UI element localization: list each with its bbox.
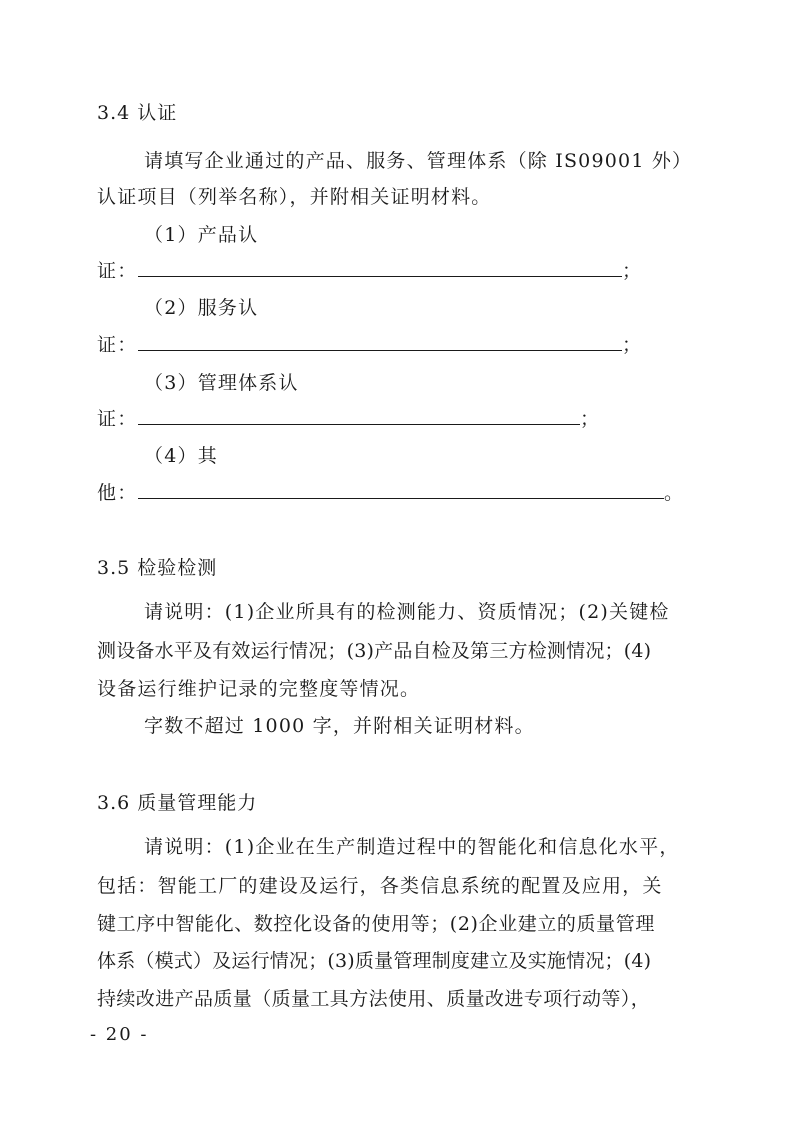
section-heading-3-4: 3.4 认证	[97, 102, 178, 124]
paragraph-line: 测设备水平及有效运行情况；(3)产品自检及第三方检测情况；(4)	[97, 640, 652, 662]
cert-item-label-product: （1）产品认	[144, 224, 259, 246]
paragraph-line: 字数不超过 1000 字，并附相关证明材料。	[144, 715, 535, 737]
page-number: - 20 -	[90, 1024, 149, 1045]
fill-in-line-other-cert[interactable]	[138, 498, 664, 499]
paragraph-line: 设备运行维护记录的完整度等情况。	[97, 678, 421, 700]
cert-item-label-suffix: 他：	[97, 482, 138, 504]
paragraph-line: 包括：智能工厂的建设及运行，各类信息系统的配置及应用，关	[97, 875, 663, 897]
fill-in-line-product-cert[interactable]	[138, 276, 622, 277]
line-end-punctuation: ；	[622, 260, 643, 282]
paragraph-line: 体系（模式）及运行情况；(3)质量管理制度建立及实施情况；(4)	[97, 950, 652, 972]
paragraph-line: 键工序中智能化、数控化设备的使用等；(2)企业建立的质量管理	[97, 913, 655, 935]
line-end-punctuation: 。	[664, 482, 685, 504]
fill-in-line-management-cert[interactable]	[138, 424, 580, 425]
section-heading-3-5: 3.5 检验检测	[97, 557, 218, 579]
paragraph-line: 请说明：(1)企业在生产制造过程中的智能化和信息化水平，	[144, 836, 680, 858]
section-heading-3-6: 3.6 质量管理能力	[97, 792, 258, 814]
cert-item-label-management: （3）管理体系认	[144, 372, 299, 394]
fill-in-line-service-cert[interactable]	[138, 350, 622, 351]
cert-item-label-suffix: 证：	[97, 334, 138, 356]
paragraph-line: 请填写企业通过的产品、服务、管理体系（除 IS09001 外）	[144, 150, 693, 172]
line-end-punctuation: ；	[622, 334, 643, 356]
cert-item-label-other: （4）其	[144, 445, 218, 467]
paragraph-line: 认证项目（列举名称），并附相关证明材料。	[97, 186, 492, 208]
cert-item-label-suffix: 证：	[97, 260, 138, 282]
paragraph-line: 请说明：(1)企业所具有的检测能力、资质情况；(2)关键检	[144, 601, 670, 623]
cert-item-label-suffix: 证：	[97, 408, 138, 430]
cert-item-label-service: （2）服务认	[144, 297, 259, 319]
paragraph-line: 持续改进产品质量（质量工具方法使用、质量改进专项行动等），	[97, 988, 651, 1010]
line-end-punctuation: ；	[580, 408, 601, 430]
